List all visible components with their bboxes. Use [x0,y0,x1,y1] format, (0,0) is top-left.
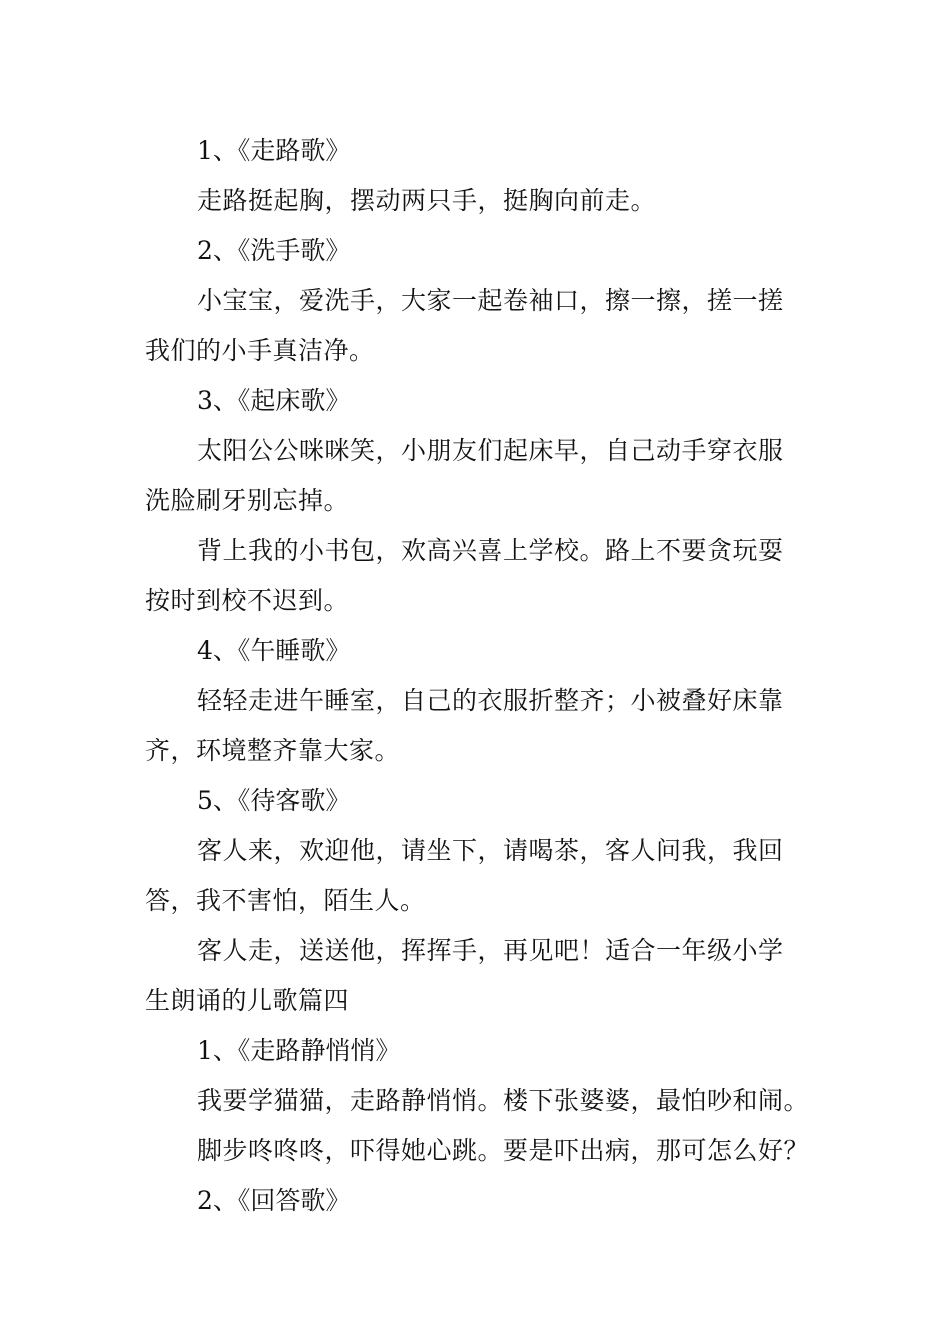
paragraph-line: 走路挺起胸，摆动两只手，挺胸向前走。 [197,186,657,215]
song-title-nap: 4、《午睡歌》 [197,636,351,665]
song-title-walk-quietly: 1、《走路静悄悄》 [197,1036,401,1065]
paragraph-line: 洗脸刷牙别忘掉。 [145,486,350,515]
paragraph-line: 齐，环境整齐靠大家。 [145,736,401,765]
paragraph-line: 轻轻走进午睡室，自己的衣服折整齐；小被叠好床靠 [197,686,784,715]
paragraph-line: 太阳公公咪咪笑，小朋友们起床早，自己动手穿衣服 [197,436,784,465]
paragraph-line: 我们的小手真洁净。 [145,336,375,365]
paragraph-line: 脚步咚咚咚，吓得她心跳。要是吓出病，那可怎么好？ [197,1136,810,1165]
paragraph-line: 答，我不害怕，陌生人。 [145,886,426,915]
song-title-answer: 2、《回答歌》 [197,1186,351,1215]
paragraph-line: 小宝宝，爱洗手，大家一起卷袖口，擦一擦，搓一搓 [197,286,784,315]
song-title-guests: 5、《待客歌》 [197,786,351,815]
paragraph-line: 客人来，欢迎他，请坐下，请喝茶，客人问我，我回 [197,836,784,865]
song-title-walking: 1、《走路歌》 [197,136,351,165]
song-title-handwashing: 2、《洗手歌》 [197,236,351,265]
paragraph-line: 背上我的小书包，欢高兴喜上学校。路上不要贪玩耍 [197,536,784,565]
paragraph-line: 按时到校不迟到。 [145,586,350,615]
paragraph-line: 客人走，送送他，挥挥手，再见吧！适合一年级小学 [197,936,784,965]
section-heading-line: 生朗诵的儿歌篇四 [145,986,350,1015]
paragraph-line: 我要学猫猫，走路静悄悄。楼下张婆婆，最怕吵和闹。 [197,1086,810,1115]
song-title-getting-up: 3、《起床歌》 [197,386,351,415]
